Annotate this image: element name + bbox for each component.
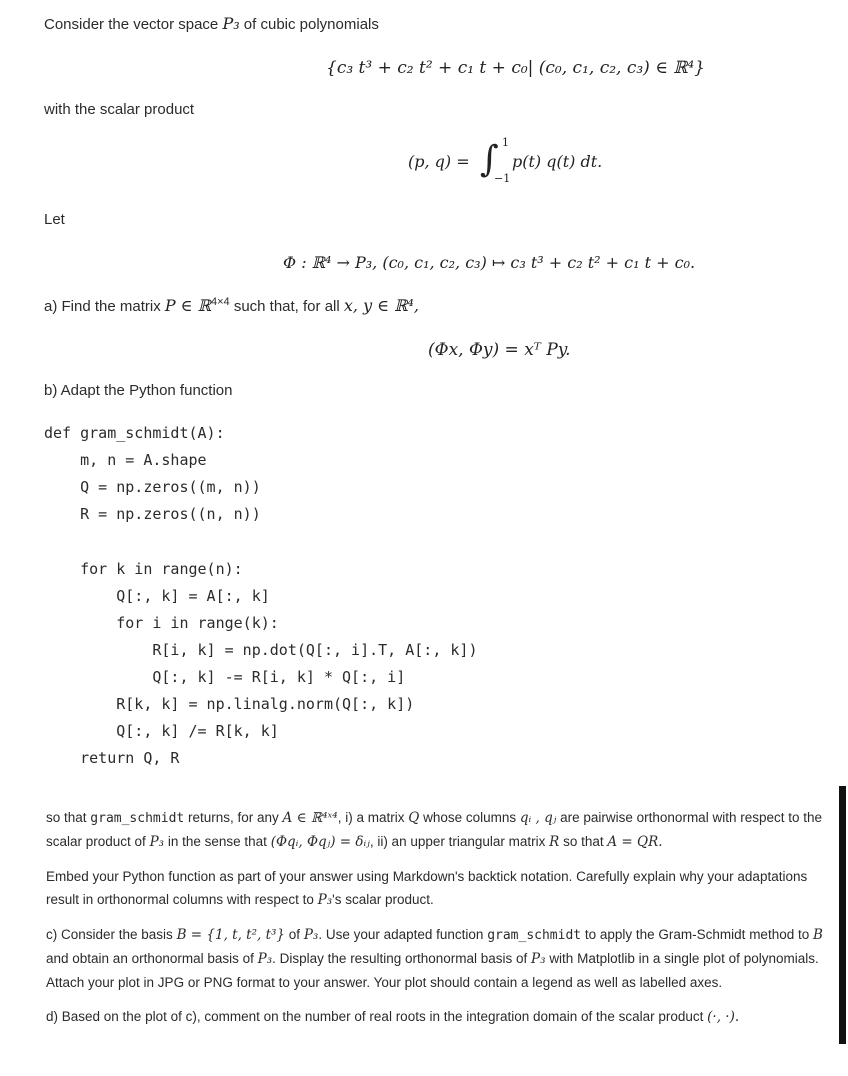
- part-b-paragraph: so that gram_schmidt returns, for any A ∈ ℝ⁴ˣ⁴, i) a matrix Q whose columns qᵢ , qⱼ are pairwise orthonormal with respect to the scalar product of P₃ in the sense that (Φqᵢ, Φqⱼ) = δᵢⱼ, ii) an upper triangular matrix R so that A = QR.: [46, 810, 823, 850]
- code-line: Q[:, k] /= R[k, k]: [44, 722, 279, 740]
- let-label: Let: [44, 211, 65, 228]
- part-b-heading: b) Adapt the Python function: [44, 382, 233, 399]
- code-line: R = np.zeros((n, n)): [44, 505, 261, 523]
- integral-sign: ∫: [480, 139, 499, 180]
- code-line: Q[:, k] -= R[i, k] * Q[:, i]: [44, 668, 406, 686]
- with-scalar-label: with the scalar product: [44, 101, 195, 118]
- integral-lower-limit: −1: [494, 172, 511, 185]
- embed-paragraph: Embed your Python function as part of your answer using Markdown's backtick notation. Carefully explain why your adaptations result in orthonormal columns with respect to P₃'s scalar product.: [46, 869, 808, 908]
- space-symbol: P₃: [222, 14, 240, 33]
- code-line: for i in range(k):: [44, 614, 279, 632]
- code-line: for k in range(n):: [44, 560, 243, 578]
- part-a-equation: (Φx, Φy) = xᵀ Py.: [428, 340, 571, 360]
- scalar-product-definition: [408, 138, 668, 188]
- set-expression: {c₃ t³ + c₂ t² + c₁ t + c₀| (c₀, c₁, c₂, c₃) ∈ ℝ⁴}: [326, 58, 705, 78]
- code-line: R[i, k] = np.dot(Q[:, i].T, A[:, k]): [44, 641, 478, 659]
- integral-upper-limit: 1: [502, 136, 509, 149]
- code-line: Q[:, k] = A[:, k]: [44, 587, 270, 605]
- part-a-text: a) Find the matrix P ∈ ℝ$^{4\times 4}$ such that, for all x, y ∈ ℝ⁴,: [44, 296, 419, 315]
- code-line: Q = np.zeros((m, n)): [44, 478, 261, 496]
- scrollbar[interactable]: [839, 786, 846, 1044]
- phi-definition: Φ : ℝ⁴ → P₃, (c₀, c₁, c₂, c₃) ↦ c₃ t³ + c₂ t² + c₁ t + c₀.: [283, 253, 696, 272]
- inner-rhs: p(t) q(t) dt.: [512, 152, 603, 171]
- code-line: return Q, R: [44, 749, 180, 767]
- intro-text: Consider the vector space P₃ of cubic polynomials: [44, 14, 379, 33]
- part-d-paragraph: d) Based on the plot of c), comment on the number of real roots in the integration domain of the scalar product (·, ·).: [46, 1009, 740, 1025]
- part-c-paragraph: c) Consider the basis B = {1, t, t², t³} of P₃. Use your adapted function gram_schmidt to apply the Gram-Schmidt method to B and obtain an orthonormal basis of P₃. Display the resulting orthonormal basis of P₃ with Matplotlib in a single plot of polynomials. Attach your plot in JPG or PNG format to your answer. Your plot should contain a legend as well as labelled axes.: [46, 927, 823, 990]
- code-line: def gram_schmidt(A):: [44, 424, 225, 442]
- inner-lhs: (p, q) =: [408, 152, 470, 171]
- code-line: m, n = A.shape: [44, 451, 207, 469]
- code-line: R[k, k] = np.linalg.norm(Q[:, k]): [44, 695, 415, 713]
